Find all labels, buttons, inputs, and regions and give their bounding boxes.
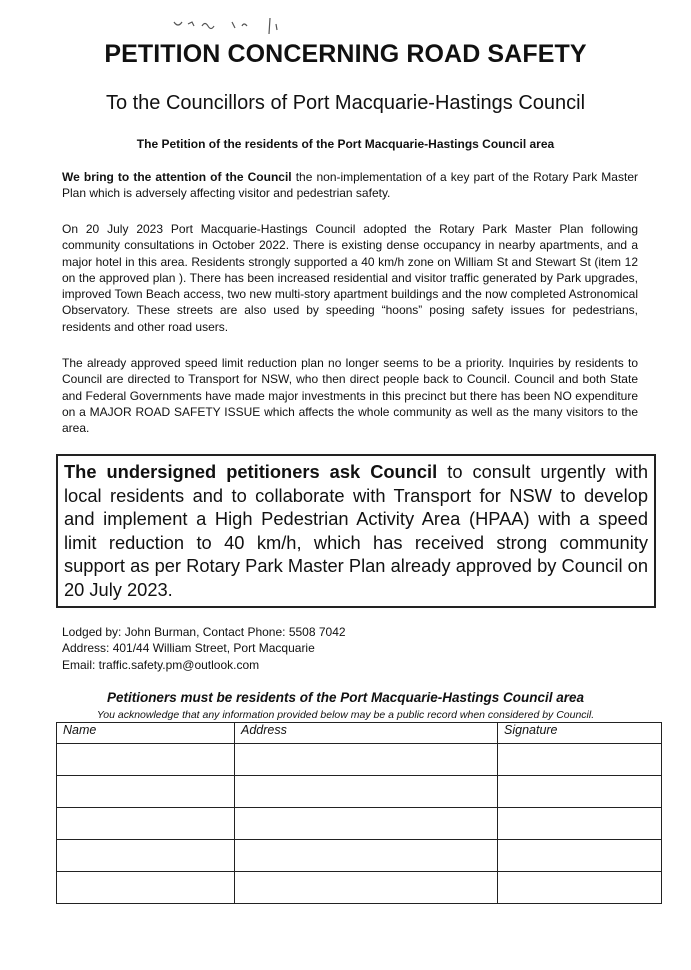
intro-lead: We bring to the attention of the Council <box>62 170 292 184</box>
page-subtitle: To the Councillors of Port Macquarie-Hastings Council <box>105 92 586 114</box>
contact-details <box>62 624 346 673</box>
name-cell[interactable] <box>57 744 235 776</box>
contact-address: Address: 401/44 William Street, Port Macquarie <box>62 641 315 656</box>
signature-cell[interactable] <box>498 840 662 872</box>
table-header-row <box>57 723 662 744</box>
petition-request <box>64 460 648 602</box>
table-row <box>57 776 662 808</box>
intro-paragraph <box>62 169 638 202</box>
signature-table <box>56 722 662 904</box>
table-row <box>57 744 662 776</box>
name-cell[interactable] <box>57 776 235 808</box>
name-cell[interactable] <box>57 840 235 872</box>
signature-cell[interactable] <box>498 776 662 808</box>
table-row <box>57 808 662 840</box>
signature-cell[interactable] <box>498 808 662 840</box>
address-cell[interactable] <box>235 744 498 776</box>
petition-request-box <box>56 454 656 608</box>
intro-rest: the non-implementation of a key part of the Rotary Park Master Plan which is adversely affecting visitor and pedestrian safety. <box>62 170 638 201</box>
table-row <box>57 872 662 904</box>
background-paragraph: On 20 July 2023 Port Macquarie-Hastings Council adopted the Rotary Park Master Plan following community consultations in October 2022. There is existing dense occupancy in nearby apartments, and a major hotel in this area. Residents strongly supported a 40 km/h zone on William St and Stewart St (item 12 on the approved plan ). There has been increased residential and visitor traffic generated by Park upgrades, improved Town Beach access, two new multi-story apartment buildings and the now completed Astronomical Observatory. These streets are also used by speeding “hoons” posing safety issues for pedestrians, residents and other road users. <box>62 222 638 334</box>
request-rest: to consult urgently with local residents and to collaborate with Transport for NSW to develop and implement a High Pedestrian Activity Area (HPAA) with a speed limit reduction to 40 km/h, which has received strong community support as per Rotary Park Master Plan already approved by Council on 20 July 2023. <box>64 461 648 600</box>
address-cell[interactable] <box>235 872 498 904</box>
address-cell[interactable] <box>235 840 498 872</box>
name-column-header: Name <box>57 723 235 744</box>
address-cell[interactable] <box>235 776 498 808</box>
address-column-header: Address <box>235 723 498 744</box>
contact-email: Email: traffic.safety.pm@outlook.com <box>62 657 260 672</box>
residents-line: The Petition of the residents of the Port Macquarie-Hastings Council area <box>136 137 555 151</box>
address-cell[interactable] <box>235 808 498 840</box>
request-lead: The undersigned petitioners ask Council <box>64 461 438 482</box>
signature-column-header: Signature <box>498 723 662 744</box>
issue-paragraph: The already approved speed limit reduction plan no longer seems to be a priority. Inquiries by residents to Council are directed to Transport for NSW, who then direct people back to Council. Council and both State and Federal Governments have made major investments in this precinct but there has been NO expenditure on a MAJOR ROAD SAFETY ISSUE which affects the whole community as well as the many visitors to the area. <box>62 356 638 436</box>
page-title: PETITION CONCERNING ROAD SAFETY <box>104 40 587 68</box>
table-row <box>57 840 662 872</box>
handwritten-scribble <box>172 14 302 36</box>
signature-cell[interactable] <box>498 872 662 904</box>
lodged-by: Lodged by: John Burman, Contact Phone: 5508 7042 <box>62 625 346 639</box>
residency-requirement: Petitioners must be residents of the Port Macquarie-Hastings Council area <box>106 690 585 705</box>
name-cell[interactable] <box>57 872 235 904</box>
public-record-notice: You acknowledge that any information provided below may be a public record when considered by Council. <box>96 709 595 721</box>
name-cell[interactable] <box>57 808 235 840</box>
signature-cell[interactable] <box>498 744 662 776</box>
